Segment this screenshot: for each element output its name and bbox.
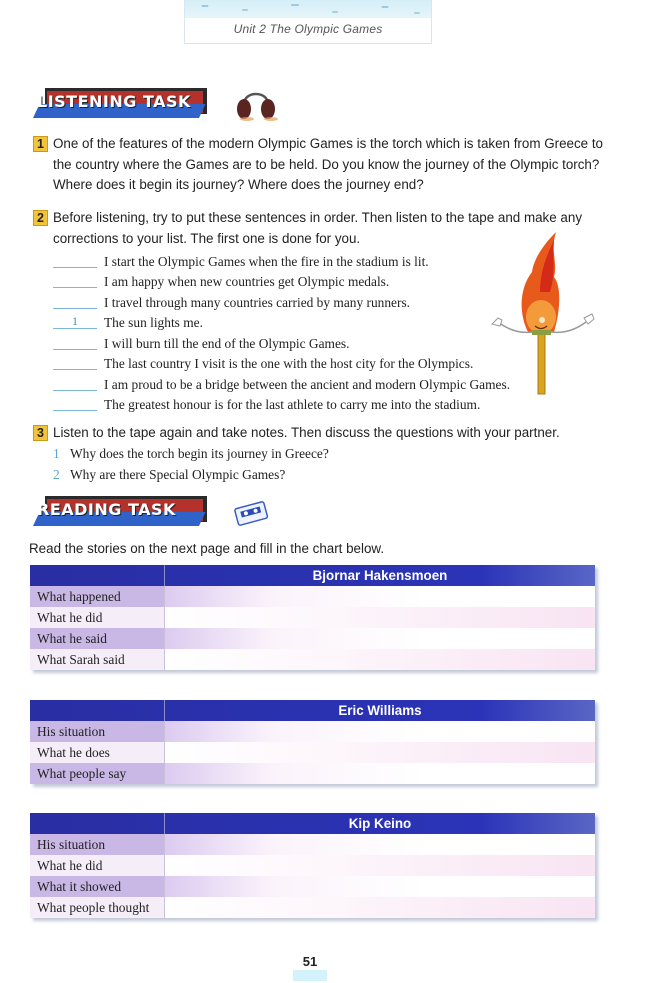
page-number-decoration xyxy=(293,970,327,981)
reading-task-label: READING TASK xyxy=(37,500,176,519)
page-number-text: 51 xyxy=(293,953,327,970)
order-answer-blank[interactable] xyxy=(53,336,97,350)
answer-cell[interactable] xyxy=(165,763,595,784)
chart-kip-keino xyxy=(30,813,595,918)
row-label: What it showed xyxy=(30,876,165,897)
discussion-number: 2 xyxy=(53,466,60,482)
page-number xyxy=(293,953,327,981)
cassette-icon xyxy=(233,500,269,526)
sentence-item xyxy=(53,251,553,272)
listening-task-label: LISTENING TASK xyxy=(37,92,191,111)
sentence-text: I travel through many countries carried by many runners. xyxy=(104,294,411,310)
row-label: His situation xyxy=(30,721,165,742)
row-label: What people thought xyxy=(30,897,165,918)
sentence-item xyxy=(53,313,553,334)
sentence-item xyxy=(53,292,553,313)
order-answer-blank[interactable] xyxy=(53,254,97,268)
chart-header xyxy=(30,700,595,721)
discussion-item xyxy=(53,465,329,486)
row-label: What he does xyxy=(30,742,165,763)
sentence-item xyxy=(53,354,553,375)
question-number-badge: 1 xyxy=(33,136,48,152)
chart-bjornar-hakensmoen xyxy=(30,565,595,670)
answer-cell[interactable] xyxy=(165,607,595,628)
discussion-number: 1 xyxy=(53,446,60,461)
chart-row xyxy=(30,721,595,742)
discussion-item xyxy=(53,444,329,465)
chart-eric-williams xyxy=(30,700,595,784)
row-label: What people say xyxy=(30,763,165,784)
sentence-text: I am proud to be a bridge between the ancient and modern Olympic Games. xyxy=(104,376,511,392)
chart-row xyxy=(30,763,595,784)
order-answer-blank[interactable]: 1 xyxy=(53,315,97,329)
answer-cell[interactable] xyxy=(165,855,595,876)
row-label: What happened xyxy=(30,586,165,607)
chart-title: Eric Williams xyxy=(338,703,422,718)
water-decoration xyxy=(185,0,431,18)
chart-row xyxy=(30,897,595,918)
order-answer-blank[interactable] xyxy=(53,377,97,391)
sentence-text: The last country I visit is the one with the host city for the Olympics. xyxy=(104,356,474,371)
question-text: One of the features of the modern Olympic Games is the torch which is taken from Greece to the country where the Games are to be held. Do you know the journey of the Olympic torch? Where does it begin its journey? Where does the journey end? xyxy=(53,136,604,192)
answer-cell[interactable] xyxy=(165,649,595,670)
answer-cell[interactable] xyxy=(165,742,595,763)
chart-row xyxy=(30,742,595,763)
sentence-ordering-list xyxy=(53,251,553,415)
sentence-text: I am happy when new countries get Olympic medals. xyxy=(104,274,390,289)
torch-mascot-illustration xyxy=(488,232,598,402)
chart-row xyxy=(30,607,595,628)
question-number-badge: 3 xyxy=(33,425,48,441)
question-text: Before listening, try to put these sentences in order. Then listen to the tape and make any corrections to your list. The first one is done for you. xyxy=(53,210,583,246)
sentence-item xyxy=(53,333,553,354)
question-number-badge: 2 xyxy=(33,210,48,226)
listening-task-banner xyxy=(33,86,203,122)
order-answer-blank[interactable] xyxy=(53,274,97,288)
answer-cell[interactable] xyxy=(165,897,595,918)
order-answer-blank[interactable] xyxy=(53,295,97,309)
chart-row xyxy=(30,855,595,876)
discussion-questions xyxy=(53,444,329,485)
sentence-text: I start the Olympic Games when the fire in the stadium is lit. xyxy=(104,253,429,269)
question-text: Listen to the tape again and take notes. Then discuss the questions with your partner. xyxy=(53,425,560,440)
unit-title: Unit 2 The Olympic Games xyxy=(233,22,383,36)
row-label: His situation xyxy=(30,834,165,855)
row-label: What he did xyxy=(30,855,165,876)
chart-row xyxy=(30,834,595,855)
sentence-item xyxy=(53,395,553,416)
discussion-text: Why does the torch begin its journey in Greece? xyxy=(70,446,329,461)
sentence-item xyxy=(53,272,553,293)
sentence-text: I will burn till the end of the Olympic Games. xyxy=(104,335,350,351)
chart-title: Kip Keino xyxy=(348,816,412,831)
question-3 xyxy=(33,423,613,444)
row-label: What he said xyxy=(30,628,165,649)
answer-cell[interactable] xyxy=(165,876,595,897)
chart-row xyxy=(30,586,595,607)
headphones-icon xyxy=(232,84,280,124)
chart-row xyxy=(30,628,595,649)
question-1 xyxy=(33,134,613,196)
sentence-item xyxy=(53,374,553,395)
row-label: What he did xyxy=(30,607,165,628)
chart-title: Bjornar Hakensmoen xyxy=(312,568,448,583)
chart-row xyxy=(30,649,595,670)
order-answer-blank[interactable] xyxy=(53,397,97,411)
answer-cell[interactable] xyxy=(165,586,595,607)
order-answer-blank[interactable] xyxy=(53,356,97,370)
answer-cell[interactable] xyxy=(165,628,595,649)
answer-cell[interactable] xyxy=(165,721,595,742)
chart-row xyxy=(30,876,595,897)
answer-cell[interactable] xyxy=(165,834,595,855)
row-label: What Sarah said xyxy=(30,649,165,670)
chart-header xyxy=(30,565,595,586)
unit-header-banner xyxy=(184,0,432,44)
reading-instructions: Read the stories on the next page and fill in the chart below. xyxy=(29,541,385,556)
reading-task-banner xyxy=(33,494,203,530)
discussion-text: Why are there Special Olympic Games? xyxy=(70,466,286,482)
chart-header xyxy=(30,813,595,834)
sentence-text: The sun lights me. xyxy=(104,315,203,330)
sentence-text: The greatest honour is for the last athlete to carry me into the stadium. xyxy=(104,397,481,412)
